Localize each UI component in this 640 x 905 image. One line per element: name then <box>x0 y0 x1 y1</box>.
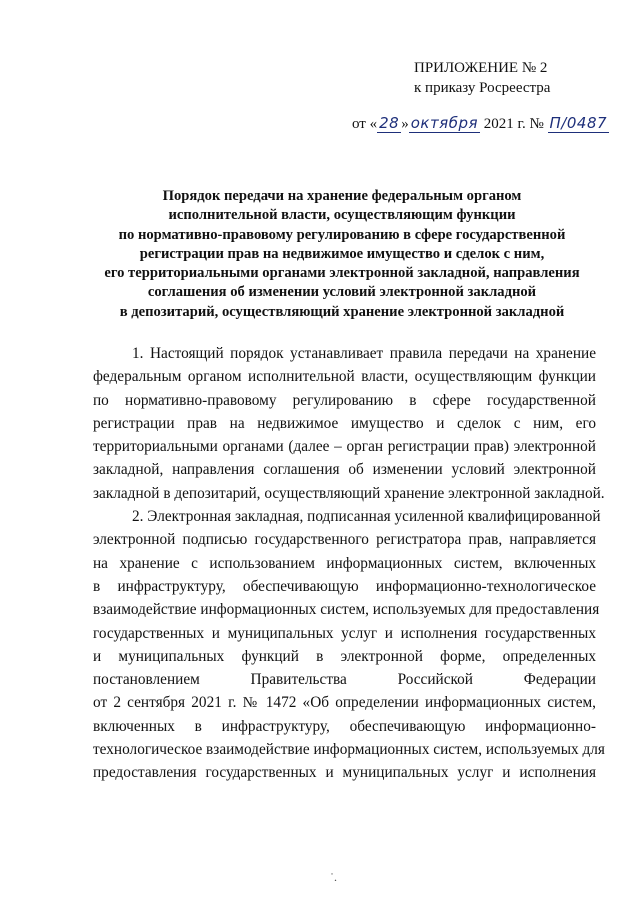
date-prefix: от « <box>352 116 378 132</box>
text-line: технологическое взаимодействие информационных систем, используемых для <box>93 741 605 759</box>
text-line: на хранение с использованием информационных систем, включенных <box>93 554 596 572</box>
text-line: государственных и муниципальных услуг и исполнения государственных <box>93 624 596 642</box>
paragraph-2 <box>93 505 605 785</box>
date-quote-close: » <box>401 116 409 132</box>
title-line: его территориальными органами электронной закладной, направления <box>104 265 580 282</box>
text-line: электронной подписью государственного регистратора прав, направляется <box>93 531 596 549</box>
text-line: 1. Настоящий порядок устанавливает правила передачи на хранение <box>132 345 596 362</box>
text-line: в инфраструктуру, обеспечивающую информационно-технологическое <box>93 577 596 595</box>
text-line: закладной, направления соглашения об изменении условий электронной <box>93 461 596 479</box>
appendix-subtitle: к приказу Росреестра <box>414 80 551 96</box>
text-line: включенных в инфраструктуру, обеспечивающую информационно- <box>93 717 596 735</box>
text-line: 2. Электронная закладная, подписанная усиленной квалифицированной <box>132 508 601 526</box>
text-line: предоставления государственных и муниципальных услуг и исполнения <box>93 764 596 782</box>
text-line: регистрации прав на недвижимое имущество и сделок с ним, его <box>93 414 596 432</box>
appendix-title: ПРИЛОЖЕНИЕ № 2 <box>414 60 548 76</box>
body-text <box>93 342 605 785</box>
scan-speck: ˙. <box>330 870 337 884</box>
text-line: федеральным органом исполнительной власти, осуществляющим функции <box>93 368 596 386</box>
text-line: закладной в депозитарий, осуществляющий хранение электронной закладной. <box>93 484 605 502</box>
text-line: взаимодействие информационных систем, используемых для предоставления <box>93 601 600 619</box>
title-line: в депозитарий, осуществляющий хранение электронной закладной <box>119 303 565 320</box>
title-line: регистрации прав на недвижимое имущество и сделок с ним, <box>139 245 545 262</box>
paragraph-1 <box>93 342 605 505</box>
text-line: постановлением Правительства Российской Федерации <box>93 671 596 689</box>
title-line: соглашения об изменении условий электронной закладной <box>147 284 537 301</box>
text-line: от 2 сентября 2021 г. № 1472 «Об определении информационных систем, <box>93 694 596 712</box>
title-line: Порядок передачи на хранение федеральным органом <box>162 188 522 204</box>
text-line: территориальными органами (далее – орган регистрации прав) электронной <box>93 438 596 456</box>
handwritten-day: 28 <box>379 114 400 132</box>
document-title <box>92 187 592 322</box>
title-line: исполнительной власти, осуществляющим функции <box>168 207 516 224</box>
handwritten-month: октября <box>410 114 478 132</box>
order-date-line <box>352 112 609 135</box>
handwritten-order-number: П/0487 <box>549 114 608 132</box>
appendix-header <box>414 58 550 98</box>
text-line: и муниципальных функций в электронной форме, определенных <box>93 647 596 665</box>
text-line: по нормативно-правовому регулированию в сфере государственной <box>93 391 596 409</box>
title-line: по нормативно-правовому регулированию в сфере государственной <box>118 226 566 243</box>
date-year: 2021 г. № <box>483 116 544 132</box>
